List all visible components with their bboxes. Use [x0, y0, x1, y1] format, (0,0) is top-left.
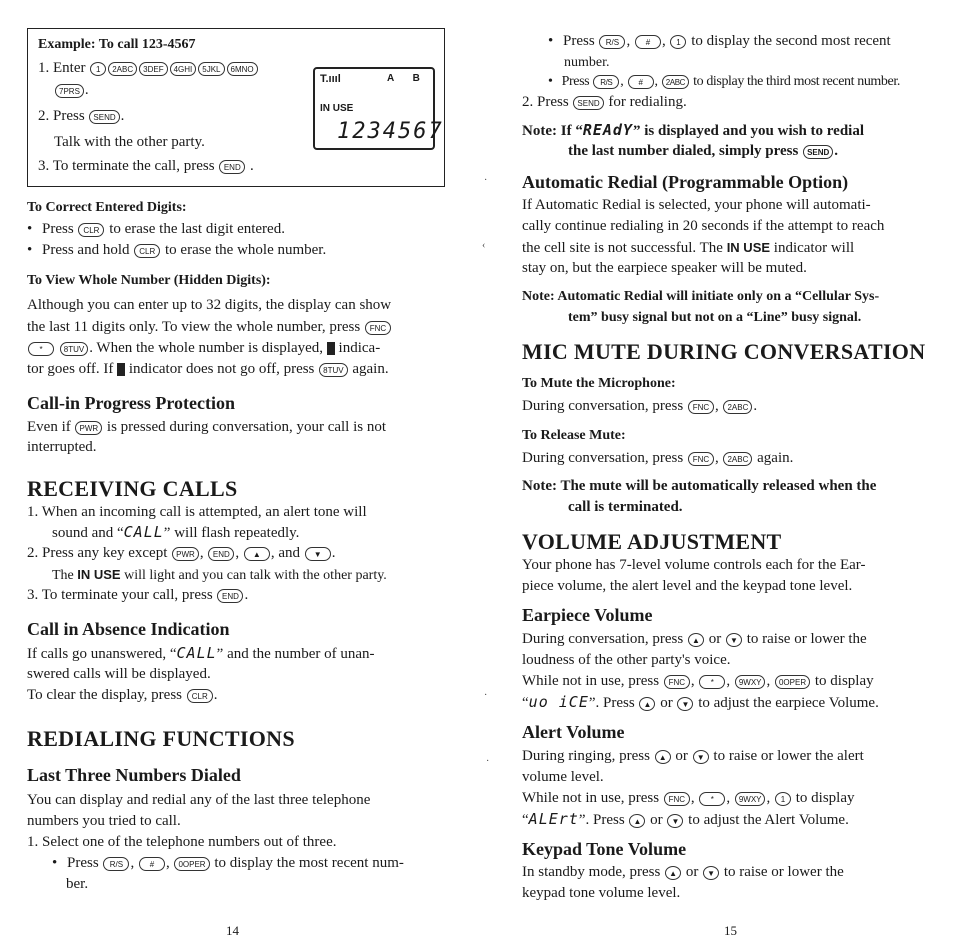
margin-mark: · [484, 690, 488, 701]
release-mute-heading: To Release Mute: [522, 428, 626, 443]
example-step3: 3. To terminate the call, press END . [38, 158, 254, 174]
call-absence-line-2: swered calls will be displayed. [27, 666, 211, 682]
receiving-calls-heading: RECEIVING CALLS [27, 476, 238, 501]
note-ready-cont: the last number dialed, simply press SEND . [568, 143, 839, 159]
mute-note-2: call is terminated. [568, 499, 683, 515]
auto-note-2: tem” busy signal but not on a “Line” busy signal. [568, 310, 862, 325]
key-6mno: 6MNO [227, 62, 258, 76]
key-4ghi: 4GHI [170, 62, 197, 76]
volume-line-2: piece volume, the alert level and the keypad tone level. [522, 578, 853, 594]
correct-bullet-1: • Press CLR to erase the last digit entered. [27, 219, 285, 240]
key-8tuv: 8TUV [60, 342, 88, 356]
receiving-step-2a: 2. Press any key except PWR , END , ▲ , and ▼ . [27, 545, 336, 561]
key-send: SEND [89, 110, 119, 124]
redialing-line-2: numbers you tried to call. [27, 813, 181, 829]
key-8tuv: 8TUV [319, 363, 347, 377]
auto-line-1: If Automatic Redial is selected, your phone will automati- [522, 197, 871, 213]
receiving-step-2b: The IN USE will light and you can talk with the other party. [52, 567, 387, 583]
key-clr: CLR [78, 223, 104, 237]
key-down-arrow: ▼ [667, 814, 683, 828]
key-up-arrow: ▲ [655, 750, 671, 764]
battery-indicator-icon [117, 363, 125, 376]
call-absence-line-3: To clear the display, press CLR . [27, 687, 218, 703]
key-hash: # [628, 75, 654, 89]
key-1: 1 [775, 792, 791, 806]
key-0oper: 0OPER [775, 675, 810, 689]
voice-segment-display: uo iCE [528, 693, 589, 711]
key-9wxy: 9WXY [735, 792, 766, 806]
key-2abc: 2ABC [662, 75, 689, 89]
hidden-line-1: Although you can enter up to 32 digits, the display can show [27, 297, 392, 313]
key-clr: CLR [187, 689, 213, 703]
key-down-arrow: ▼ [726, 633, 742, 647]
mute-note-1: Note: The mute will be automatically released when the [522, 478, 877, 494]
key-1: 1 [90, 62, 106, 76]
earpiece-line-4: “uo iCE”. Press ▲ or ▼ to adjust the earpiece Volume. [522, 693, 879, 711]
battery-indicator-icon [327, 342, 335, 355]
key-rs: R/S [103, 857, 129, 871]
hidden-digits-heading: To View Whole Number (Hidden Digits): [27, 273, 271, 288]
lcd-display [313, 67, 444, 150]
key-pwr: PWR [172, 547, 199, 561]
redialing-bullet-1: • Press R/S , # , 0OPER to display the most recent num- [52, 853, 404, 874]
release-mute-line: During conversation, press FNC , 2ABC again. [522, 450, 794, 466]
alert-line-2: volume level. [522, 769, 604, 785]
mic-mute-heading: MIC MUTE DURING CONVERSATION [522, 339, 926, 364]
correct-bullet-2: • Press and hold CLR to erase the whole number. [27, 240, 326, 261]
key-down-arrow: ▼ [703, 866, 719, 880]
key-fnc: FNC [664, 675, 690, 689]
key-fnc: FNC [688, 400, 714, 414]
redialing-step-1: 1. Select one of the telephone numbers out of three. [27, 834, 337, 850]
key-pwr: PWR [75, 421, 102, 435]
signal-strength-icon: T.ıııl [320, 73, 341, 85]
page-number-right: 15 [724, 923, 737, 938]
call-in-progress-heading: Call-in Progress Protection [27, 393, 235, 413]
redial-bullet-2: • Press R/S , # , 1 to display the second most recent [548, 31, 891, 52]
lcd-number: 1234567 [337, 119, 444, 144]
last-three-heading: Last Three Numbers Dialed [27, 765, 241, 785]
key-clr: CLR [134, 244, 160, 258]
call-in-progress-line-2: interrupted. [27, 439, 97, 455]
key-down-arrow: ▼ [677, 697, 693, 711]
margin-mark: ‹ [482, 240, 486, 251]
redialing-line-1: You can display and redial any of the last three telephone [27, 792, 371, 808]
auto-line-3: the cell site is not successful. The IN USE indicator will [522, 240, 855, 256]
key-7prs: 7PRS [55, 84, 84, 98]
earpiece-line-3: While not in use, press FNC , * , 9WXY , 0OPER to display [522, 673, 874, 689]
key-9wxy: 9WXY [735, 675, 766, 689]
keypad-line-2: keypad tone volume level. [522, 885, 681, 901]
mute-mic-heading: To Mute the Microphone: [522, 376, 676, 391]
key-up-arrow: ▲ [244, 547, 270, 561]
auto-line-4: stay on, but the earpiece speaker will be muted. [522, 260, 807, 276]
volume-line-1: Your phone has 7-level volume controls each for the Ear- [522, 557, 866, 573]
right-page [480, 0, 954, 949]
margin-mark: · [484, 175, 488, 186]
example-talk: Talk with the other party. [54, 134, 205, 150]
auto-line-2: cally continue redialing in 20 seconds if the attempt to reach [522, 218, 885, 234]
alert-segment-display: ALErt [528, 810, 579, 828]
auto-redial-heading: Automatic Redial (Programmable Option) [522, 172, 849, 192]
redialing-bullet-1-cont: ber. [66, 876, 89, 892]
keypad-tone-heading: Keypad Tone Volume [522, 839, 687, 859]
call-absence-heading: Call in Absence Indication [27, 619, 230, 639]
call-segment-display: CALL [176, 644, 217, 662]
key-fnc: FNC [688, 452, 714, 466]
correct-digits-heading: To Correct Entered Digits: [27, 200, 187, 215]
redial-step-2: 2. Press SEND for redialing. [522, 94, 687, 110]
receiving-step-1b: sound and “CALL” will flash repeatedly. [52, 523, 300, 541]
receiving-step-3: 3. To terminate your call, press END . [27, 587, 249, 603]
margin-mark: · [486, 756, 490, 767]
alert-line-3: While not in use, press FNC , * , 9WXY , 1 to display [522, 790, 855, 806]
key-end: END [208, 547, 234, 561]
earpiece-heading: Earpiece Volume [522, 605, 653, 625]
key-up-arrow: ▲ [629, 814, 645, 828]
earpiece-line-1: During conversation, press ▲ or ▼ to raise or lower the [522, 631, 867, 647]
call-in-progress-line-1: Even if PWR is pressed during conversation, your call is not [27, 419, 387, 435]
note-ready: Note: If “REAdY” is displayed and you wish to redial [522, 121, 865, 139]
key-up-arrow: ▲ [688, 633, 704, 647]
volume-heading: VOLUME ADJUSTMENT [522, 529, 782, 554]
auto-note-1: Note: Automatic Redial will initiate only on a “Cellular Sys- [522, 289, 880, 304]
lcd-ab-indicator: A B [387, 73, 428, 84]
redialing-heading: REDIALING FUNCTIONS [27, 726, 295, 751]
call-absence-line-1: If calls go unanswered, “CALL” and the number of unan- [27, 644, 375, 662]
hidden-line-2: the last 11 digits only. To view the whole number, press FNC [27, 317, 392, 338]
key-up-arrow: ▲ [639, 697, 655, 711]
alert-line-4: “ALErt”. Press ▲ or ▼ to adjust the Alert Volume. [522, 810, 849, 828]
example-step1-cont: 7PRS . [54, 80, 89, 101]
key-1: 1 [670, 35, 686, 49]
key-0oper: 0OPER [174, 857, 209, 871]
key-end: END [219, 160, 245, 174]
key-send: SEND [573, 96, 603, 110]
key-hash: # [635, 35, 661, 49]
lcd-in-use: IN USE [320, 103, 354, 114]
key-2abc: 2ABC [108, 62, 137, 76]
receiving-step-1a: 1. When an incoming call is attempted, an alert tone will [27, 504, 367, 520]
key-3def: 3DEF [139, 62, 167, 76]
keypad-line-1: In standby mode, press ▲ or ▼ to raise or lower the [522, 864, 844, 880]
redial-bullet-2-cont: number. [564, 55, 610, 70]
left-page [0, 0, 470, 949]
key-star: * [699, 792, 725, 806]
key-up-arrow: ▲ [665, 866, 681, 880]
key-down-arrow: ▼ [305, 547, 331, 561]
key-star: * [699, 675, 725, 689]
mute-mic-line: During conversation, press FNC , 2ABC . [522, 398, 758, 414]
key-2abc: 2ABC [723, 400, 752, 414]
alert-volume-heading: Alert Volume [522, 722, 625, 742]
example-step1: 1. Enter 1 2ABC 3DEF 4GHI 5JKL 6MNO [38, 58, 259, 79]
ready-segment-display: REAdY [582, 121, 633, 139]
key-fnc: FNC [664, 792, 690, 806]
earpiece-line-2: loudness of the other party's voice. [522, 652, 731, 668]
key-send: SEND [803, 145, 833, 159]
example-title: Example: To call 123-4567 [38, 37, 196, 52]
key-2abc: 2ABC [723, 452, 752, 466]
key-hash: # [139, 857, 165, 871]
call-segment-display: CALL [123, 523, 164, 541]
example-step2: 2. Press SEND . [38, 108, 125, 124]
key-5jkl: 5JKL [198, 62, 224, 76]
hidden-line-3: * 8TUV . When the whole number is displayed, indica- [27, 338, 380, 359]
key-fnc: FNC [365, 321, 391, 335]
key-rs: R/S [593, 75, 619, 89]
key-rs: R/S [599, 35, 625, 49]
hidden-line-4: tor goes off. If indicator does not go off, press 8TUV again. [27, 361, 389, 377]
page-number-left: 14 [226, 923, 239, 938]
redial-bullet-3: • Press R/S , # , 2ABC to display the third most recent number. [548, 71, 900, 92]
key-star: * [28, 342, 54, 356]
alert-line-1: During ringing, press ▲ or ▼ to raise or lower the alert [522, 748, 864, 764]
key-end: END [217, 589, 243, 603]
key-down-arrow: ▼ [693, 750, 709, 764]
